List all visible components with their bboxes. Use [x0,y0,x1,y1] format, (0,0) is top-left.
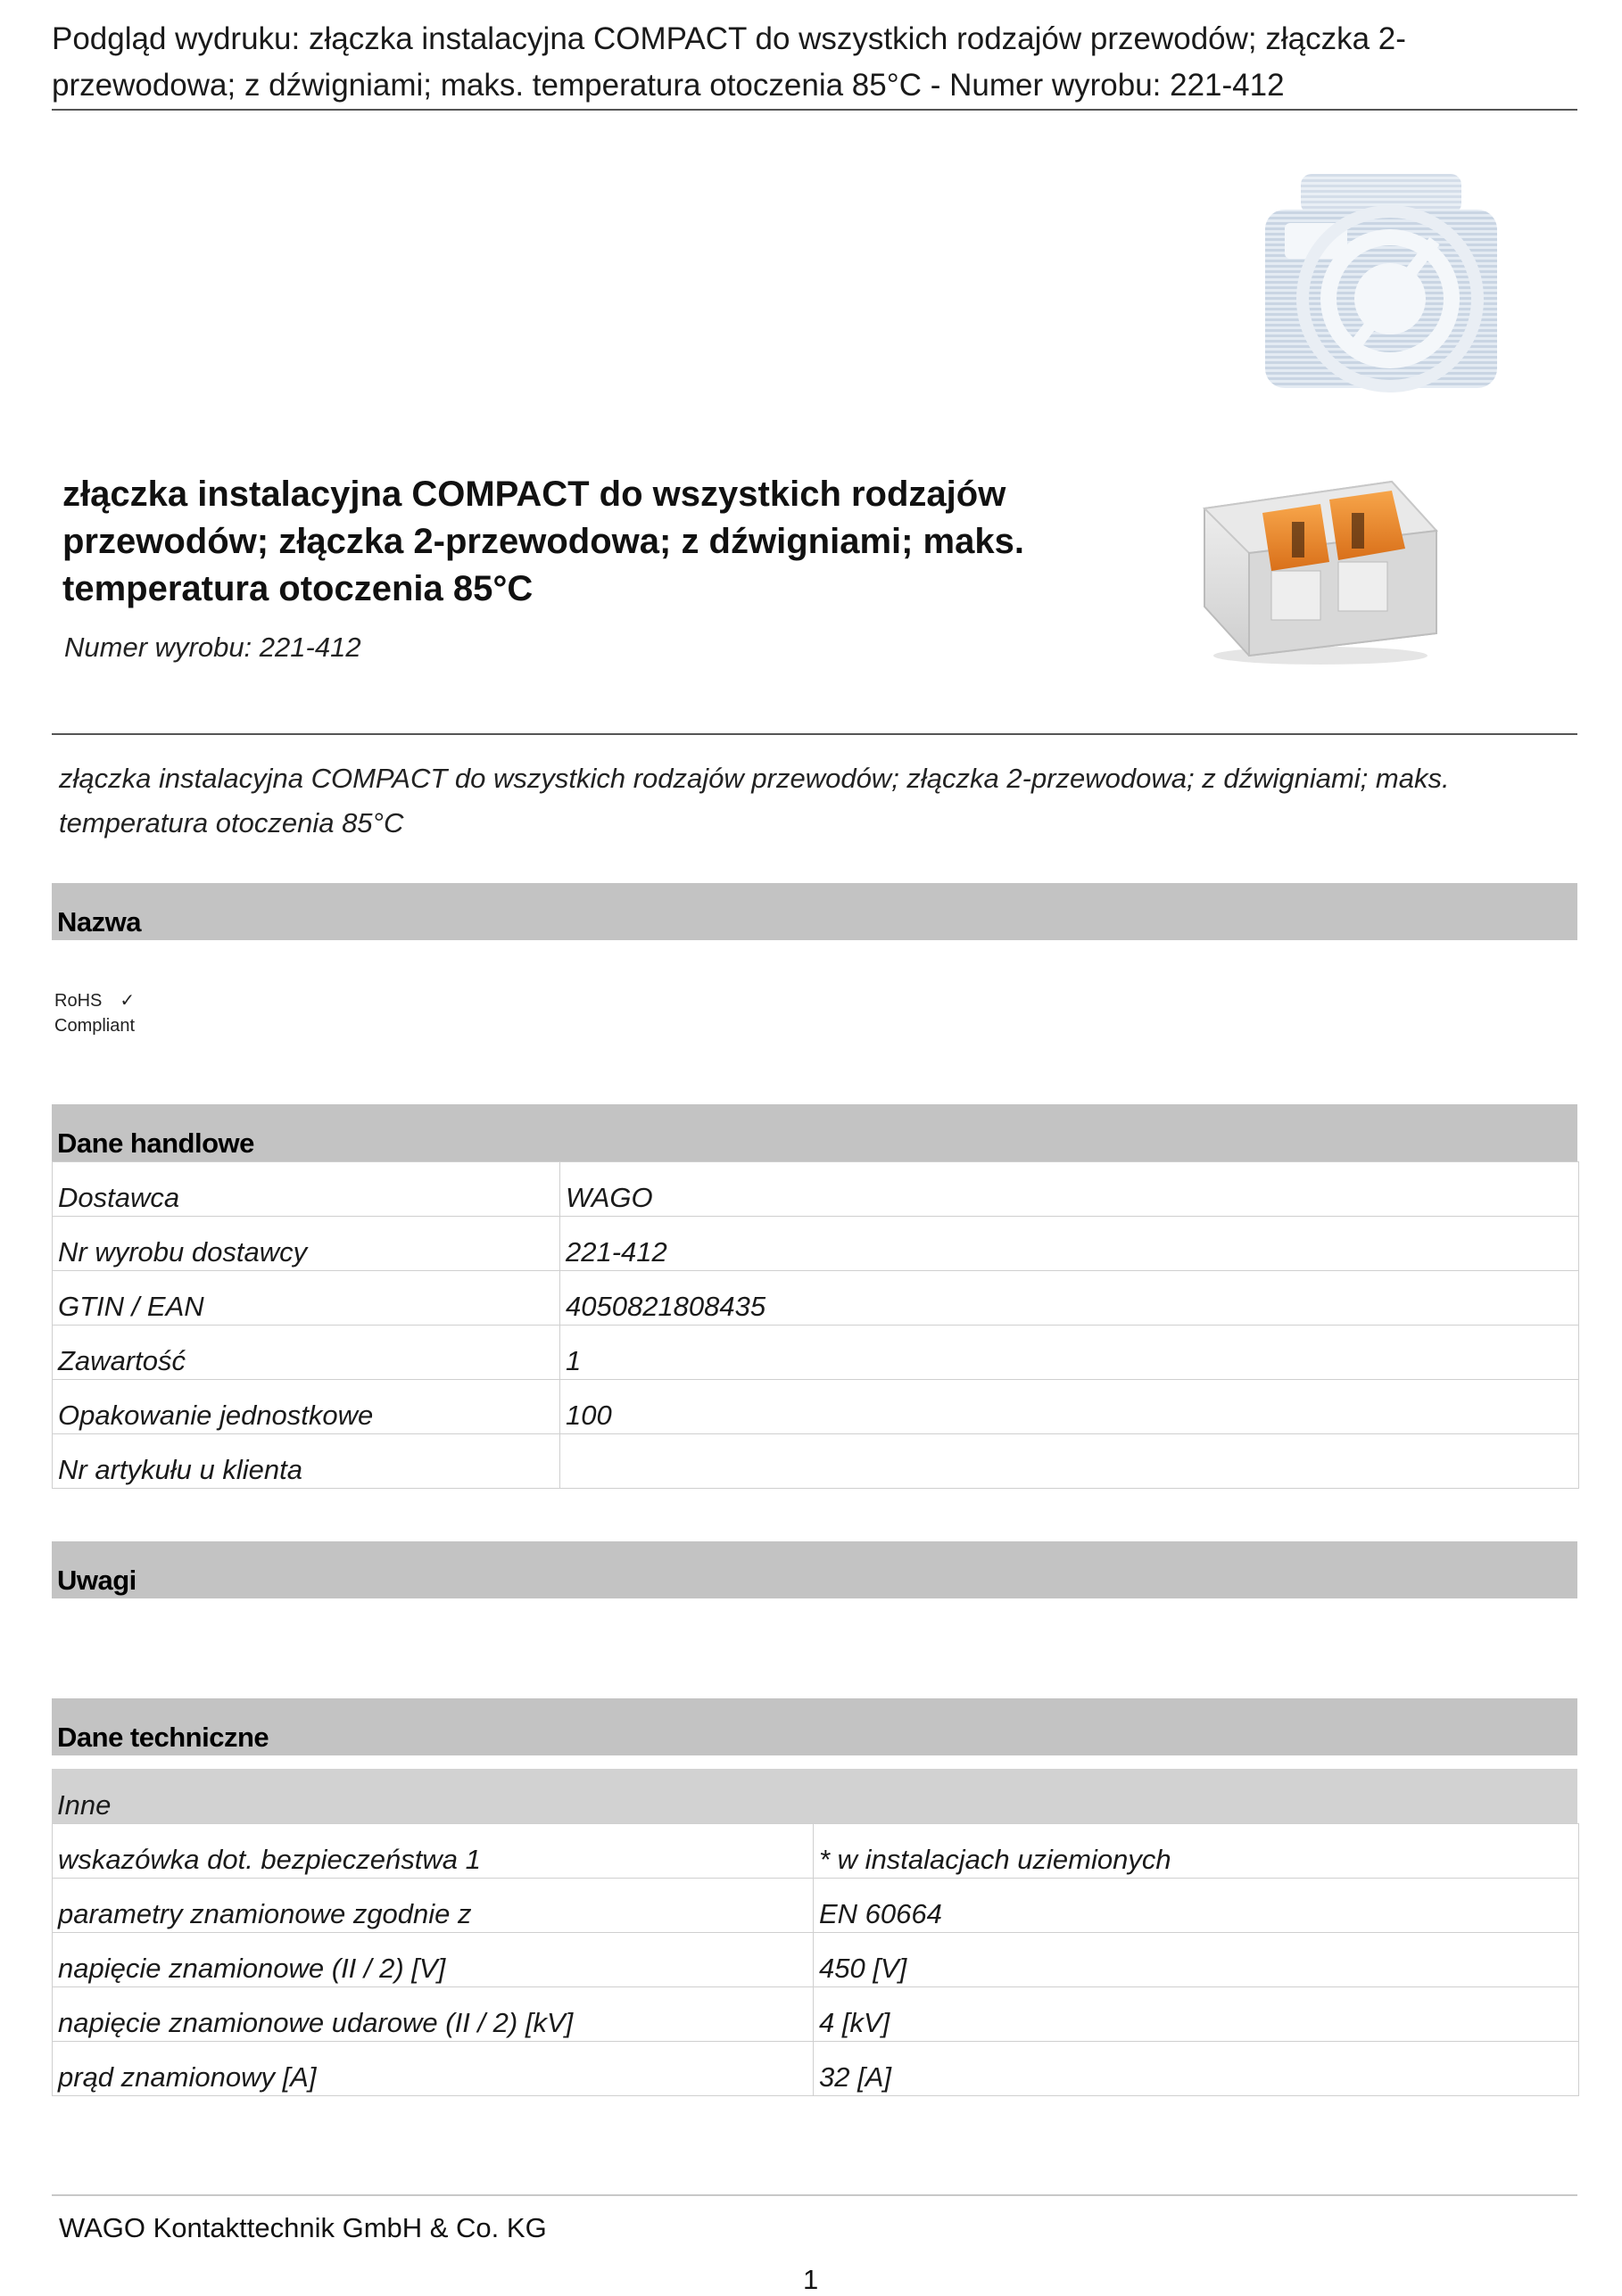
rohs-badge [54,988,135,1038]
footer-company: WAGO Kontakttechnik GmbH & Co. KG [59,2212,547,2243]
row-value: 100 [560,1380,1579,1434]
row-value: EN 60664 [814,1879,1579,1933]
subsection-title: Inne [57,1789,112,1821]
checkmark-icon: ✓ [120,991,136,1011]
subsection-inne [52,1769,1577,1823]
rohs-label: RoHS [54,991,103,1011]
product-photo [1187,464,1445,669]
row-label: Nr artykułu u klienta [53,1434,560,1489]
print-preview-title: Podgląd wydruku: złączka instalacyjna COMPACT do wszystkich rodzajów przewodów; złączka 2-przewodowa; z dźwigniami; maks. temperatura otoczenia 85°C - Numer wyrobu: 221-412 [52,21,1406,103]
row-label: Nr wyrobu dostawcy [53,1217,560,1271]
row-label: parametry znamionowe zgodnie z [53,1879,814,1933]
table-row [53,1933,1579,1987]
footer-divider [52,2194,1577,2196]
table-row [53,1162,1579,1217]
row-label: wskazówka dot. bezpieczeństwa 1 [53,1824,814,1879]
row-value: * w instalacjach uziemionych [814,1824,1579,1879]
section-uwagi [52,1541,1577,1598]
section-title: Uwagi [57,1565,137,1596]
row-label: prąd znamionowy [A] [53,2042,814,2096]
table-row [53,1987,1579,2042]
section-nazwa [52,883,1577,940]
row-value: 450 [V] [814,1933,1579,1987]
row-label: Zawartość [53,1326,560,1380]
product-title: złączka instalacyjna COMPACT do wszystkich rodzajów przewodów; złączka 2-przewodowa; z dźwigniami; maks. temperatura otoczenia 85°C [62,475,1024,608]
section-title: Nazwa [57,906,141,937]
section-dane-handlowe [52,1104,1577,1161]
product-number: Numer wyrobu: 221-412 [64,632,361,663]
table-row [53,1879,1579,1933]
section-title: Dane handlowe [57,1127,254,1159]
rohs-compliant-label: Compliant [54,1016,136,1036]
row-value: 4050821808435 [560,1271,1579,1326]
image-placeholder-icon [1265,174,1497,397]
technical-data-table [52,1823,1579,2096]
row-label: GTIN / EAN [53,1271,560,1326]
table-row [53,1217,1579,1271]
row-label: napięcie znamionowe (II / 2) [V] [53,1933,814,1987]
table-row [53,1326,1579,1380]
row-value [560,1434,1579,1489]
row-value: 221-412 [560,1217,1579,1271]
section-dane-techniczne [52,1698,1577,1755]
product-description: złączka instalacyjna COMPACT do wszystkich rodzajów przewodów; złączka 2-przewodowa; z dźwigniami; maks. temperatura otoczenia 85°C [59,763,1450,838]
section-title: Dane techniczne [57,1722,269,1753]
table-row [53,1824,1579,1879]
table-row [53,1434,1579,1489]
row-label: Opakowanie jednostkowe [53,1380,560,1434]
row-value: WAGO [560,1162,1579,1217]
table-row [53,2042,1579,2096]
header-divider [52,109,1577,111]
row-value: 4 [kV] [814,1987,1579,2042]
row-label: Dostawca [53,1162,560,1217]
table-row [53,1271,1579,1326]
title-divider [52,733,1577,735]
row-value: 1 [560,1326,1579,1380]
row-label: napięcie znamionowe udarowe (II / 2) [kV] [53,1987,814,2042]
row-value: 32 [A] [814,2042,1579,2096]
table-row [53,1380,1579,1434]
page-number: 1 [803,2264,819,2295]
commercial-data-table [52,1161,1579,1489]
